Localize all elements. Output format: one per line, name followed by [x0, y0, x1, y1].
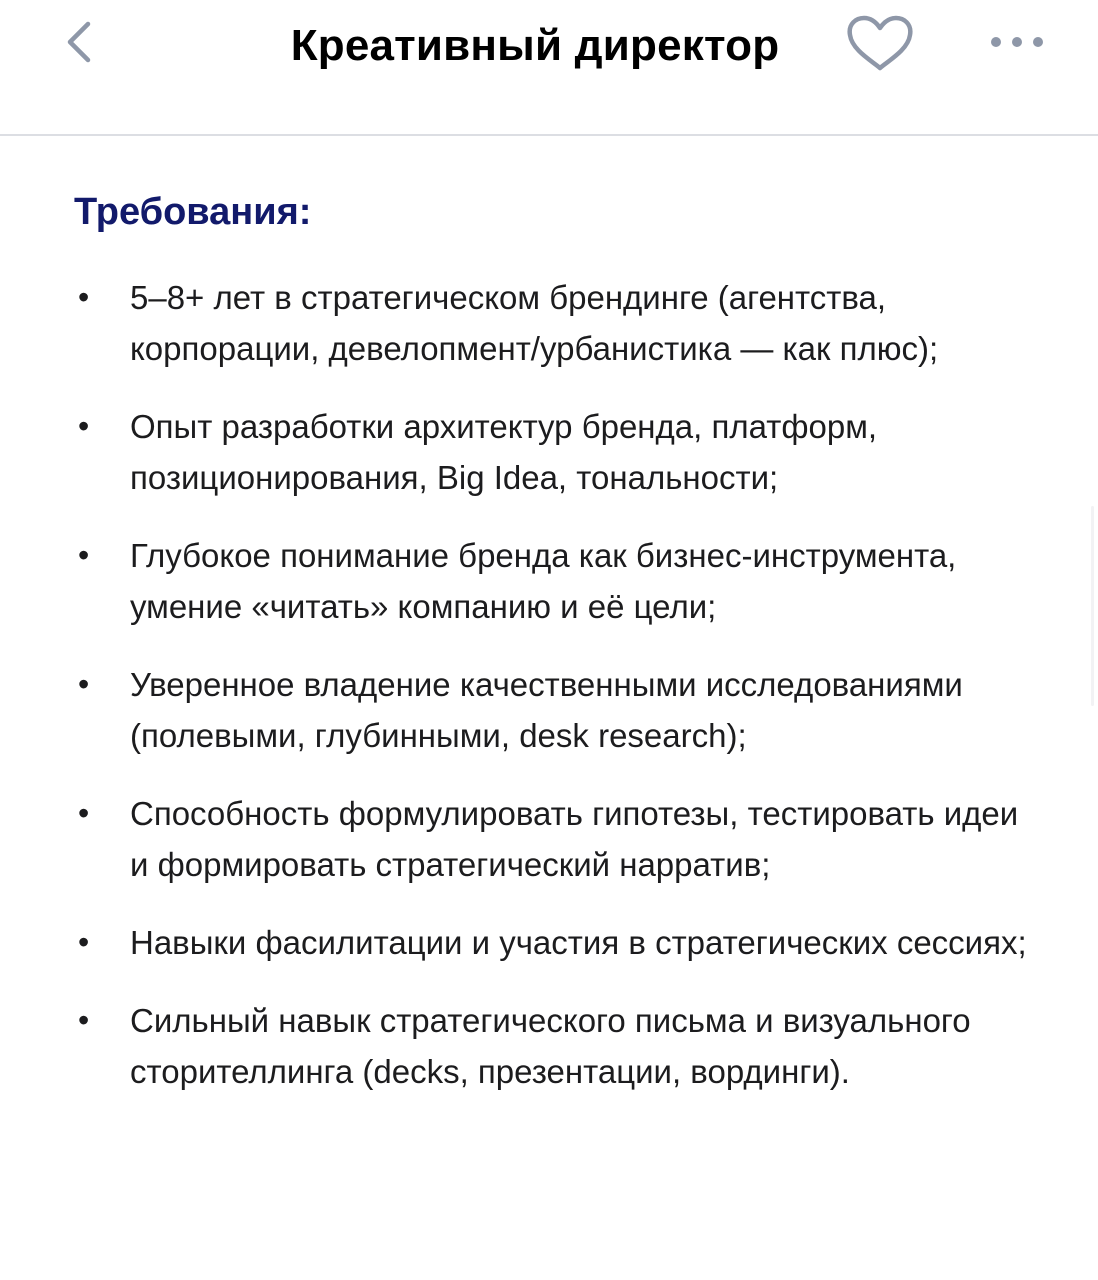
requirement-text: Опыт разработки архитектур бренда, платформ, позиционирования, Big Idea, тональности;: [130, 408, 878, 496]
top-nav-bar: [0, 0, 1098, 136]
requirement-text: Уверенное владение качественными исследованиями (полевыми, глубинными, desk research);: [130, 666, 963, 754]
list-item: [0, 788, 1098, 890]
scrollbar[interactable]: [1091, 506, 1094, 706]
requirement-text: Навыки фасилитации и участия в стратегических сессиях;: [130, 924, 1027, 961]
bullet-icon: •: [78, 537, 90, 573]
list-item: [0, 401, 1098, 503]
bullet-icon: •: [78, 795, 90, 831]
list-item: [0, 272, 1098, 374]
list-item: [0, 995, 1098, 1097]
chevron-left-icon: [52, 14, 108, 70]
requirements-heading: Требования:: [74, 191, 312, 233]
favorite-button[interactable]: [842, 10, 918, 76]
more-horizontal-icon: [984, 20, 1050, 64]
more-options-button[interactable]: [984, 20, 1050, 64]
back-button[interactable]: [52, 14, 108, 70]
page-title: Креативный директор: [290, 21, 780, 70]
bullet-icon: •: [78, 408, 90, 444]
requirement-text: Способность формулировать гипотезы, тестировать идеи и формировать стратегический нарратив;: [130, 795, 1019, 883]
requirements-list: [0, 272, 1098, 1124]
list-item: [0, 917, 1098, 968]
bullet-icon: •: [78, 666, 90, 702]
bullet-icon: •: [78, 1002, 90, 1038]
bullet-icon: •: [78, 279, 90, 315]
requirement-text: Глубокое понимание бренда как бизнес-инструмента, умение «читать» компанию и её цели;: [130, 537, 957, 625]
bullet-icon: •: [78, 924, 90, 960]
vacancy-description: [0, 136, 1098, 1280]
heart-outline-icon: [842, 10, 918, 76]
list-item: [0, 659, 1098, 761]
list-item: [0, 530, 1098, 632]
requirement-text: 5–8+ лет в стратегическом брендинге (агентства, корпорации, девелопмент/урбанистика — как плюс);: [130, 279, 939, 367]
requirement-text: Сильный навык стратегического письма и визуального сторителлинга (decks, презентации, вординги).: [130, 1002, 971, 1090]
